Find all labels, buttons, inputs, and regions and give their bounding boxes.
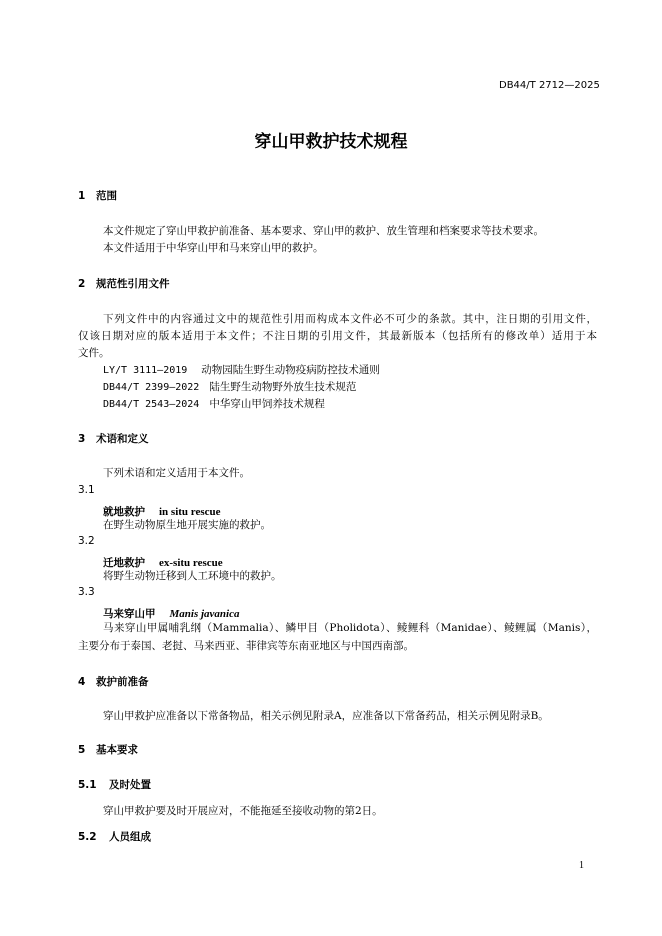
subsection-title: 人员组成 [109,831,151,843]
reference-code: LY/T 3111—2019 [103,365,188,376]
reference-code: DB44/T 2399—2022 [103,382,200,393]
scope-paragraph-1: 本文件规定了穿山甲救护前准备、基本要求、穿山甲的救护、放生管理和档案要求等技术要求。 [103,225,544,237]
section-title: 范围 [96,190,117,202]
term-number: 3.1 [78,484,95,496]
reference-title: 陆生野生动物野外放生技术规范 [209,381,357,393]
section-number: 3 [78,433,86,445]
reference-title: 动物园陆生野生动物疫病防控技术通则 [201,364,380,376]
references-intro-line-1: 下列文件中的内容通过文中的规范性引用而构成本文件必不可少的条款。其中，注日期的引用文件， [103,313,597,325]
term-english: ex-situ rescue [159,557,223,569]
term-chinese: 马来穿山甲 [103,608,156,620]
section-title: 救护前准备 [96,676,149,688]
reference-item [103,379,356,394]
section-5-heading [78,742,138,757]
document-title: 穿山甲救护技术规程 [254,132,408,152]
section-number: 4 [78,676,86,688]
term-definition: 将野生动物迁移到人工环境中的救护。 [103,570,282,582]
section-number: 1 [78,190,86,202]
references-intro-line-3: 文件。 [78,347,110,359]
term-chinese: 就地救护 [103,506,145,518]
section-number: 5 [78,744,86,756]
reference-title: 中华穿山甲饲养技术规程 [209,398,325,410]
section-title: 术语和定义 [96,433,149,445]
term-definition-line-1: 马来穿山甲属哺乳纲（Mammalia）、鳞甲目（Pholidota）、鲮鲤科（Manidae）、鲮鲤属（Manis）， [103,622,597,634]
subsection-number: 5.1 [78,779,97,791]
references-intro-line-2: 仅该日期对应的版本适用于本文件；不注日期的引用文件，其最新版本（包括所有的修改单）适用于本 [78,330,597,342]
section-number: 2 [78,278,86,290]
term-number: 3.2 [78,535,95,547]
document-code: DB44/T 2712—2025 [499,80,600,91]
section-3-heading [78,431,149,446]
reference-code: DB44/T 2543—2024 [103,399,200,410]
section-title: 规范性引用文件 [96,278,170,290]
term-english: in situ rescue [159,506,221,518]
reference-item [103,362,380,377]
subsection-5-1-heading [78,777,151,792]
section-title: 基本要求 [96,744,138,756]
term-definition: 在野生动物原生地开展实施的救护。 [103,519,271,531]
page-number: 1 [579,860,584,871]
term-definition-line-2: 主要分布于泰国、老挝、马来西亚、菲律宾等东南亚地区与中国西南部。 [78,640,414,652]
terms-intro: 下列术语和定义适用于本文件。 [103,467,250,479]
preparation-paragraph: 穿山甲救护应准备以下常备物品，相关示例见附录A，应准备以下常备药品，相关示例见附录B。 [103,710,549,722]
subsection-title: 及时处置 [109,779,151,791]
section-4-heading [78,674,149,689]
subsection-number: 5.2 [78,831,97,843]
subsection-5-2-heading [78,829,151,844]
term-english: Manis javanica [169,608,240,620]
section-1-heading [78,188,117,203]
term-chinese: 迁地救护 [103,557,145,569]
scope-paragraph-2: 本文件适用于中华穿山甲和马来穿山甲的救护。 [103,242,324,254]
timely-response-paragraph: 穿山甲救护要及时开展应对，不能拖延至接收动物的第2日。 [103,805,383,817]
section-2-heading [78,276,170,291]
term-number: 3.3 [78,586,95,598]
term-heading [103,602,239,621]
reference-item [103,396,325,411]
